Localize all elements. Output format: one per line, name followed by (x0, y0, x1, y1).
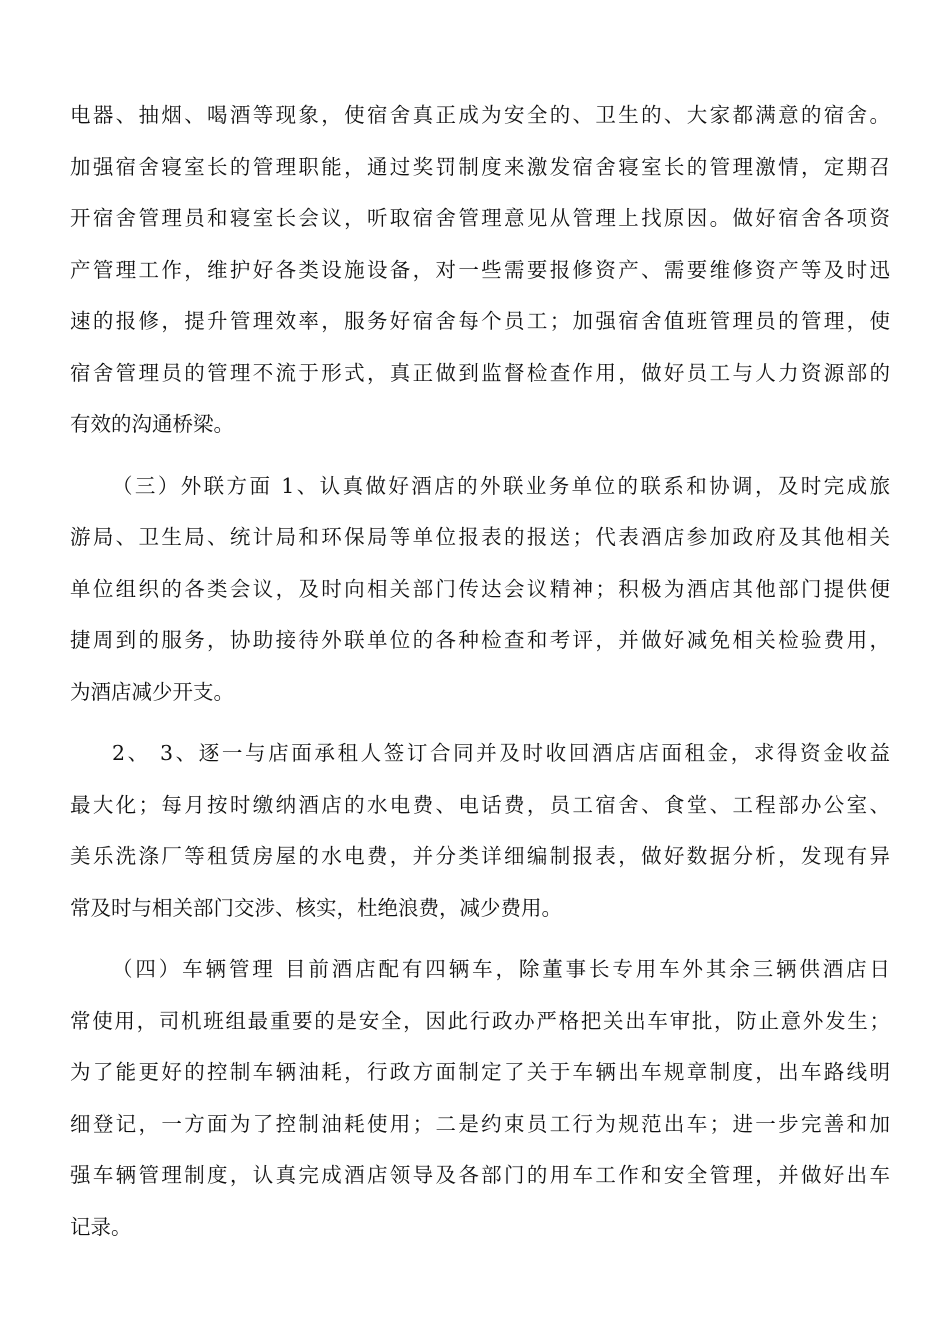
text-line: 美乐洗涤厂等租赁房屋的水电费，并分类详细编制报表，做好数据分析，发现有异 (70, 844, 890, 868)
text-line: 电器、抽烟、喝酒等现象，使宿舍真正成为安全的、卫生的、大家都满意的宿舍。 (70, 103, 890, 127)
text-line: 强车辆管理制度，认真完成酒店领导及各部门的用车工作和安全管理，并做好出车 (70, 1163, 890, 1187)
text-line: 记录。 (70, 1214, 132, 1239)
text-line: 常使用，司机班组最重要的是安全，因此行政办严格把关出车审批，防止意外发生； (70, 1008, 890, 1033)
text-line: 2、 3、逐一与店面承租人签订合同并及时收回酒店店面租金，求得资金收益 (112, 741, 890, 765)
text-line: 速的报修，提升管理效率，服务好宿舍每个员工；加强宿舍值班管理员的管理，使 (70, 309, 890, 333)
text-line: （四）车辆管理 目前酒店配有四辆车，除董事长专用车外其余三辆供酒店日 (112, 957, 890, 981)
document-page (70, 90, 890, 1263)
text-line: 加强宿舍寝室长的管理职能，通过奖罚制度来激发宿舍寝室长的管理激情，定期召 (70, 154, 890, 179)
paragraph-external-relations (70, 461, 890, 719)
text-line: 为酒店减少开支。 (70, 679, 234, 704)
paragraph-dormitory-management (70, 90, 890, 451)
text-line: 宿舍管理员的管理不流于形式，真正做到监督检查作用，做好员工与人力资源部的 (70, 360, 890, 385)
text-line: 单位组织的各类会议，及时向相关部门传达会议精神；积极为酒店其他部门提供便 (70, 576, 890, 601)
text-line: 常及时与相关部门交涉、核实，杜绝浪费，减少费用。 (70, 895, 562, 920)
text-line: （三）外联方面 1、认真做好酒店的外联业务单位的联系和协调，及时完成旅 (112, 473, 890, 498)
text-line: 细登记，一方面为了控制油耗使用；二是约束员工行为规范出车；进一步完善和加 (70, 1111, 890, 1136)
paragraph-vehicle-management (70, 944, 890, 1253)
paragraph-lease-and-utilities (70, 728, 890, 934)
text-line: 游局、卫生局、统计局和环保局等单位报表的报送；代表酒店参加政府及其他相关 (70, 525, 890, 549)
text-line: 产管理工作，维护好各类设施设备，对一些需要报修资产、需要维修资产等及时迅 (70, 257, 890, 282)
text-line: 最大化；每月按时缴纳酒店的水电费、电话费，员工宿舍、食堂、工程部办公室、 (70, 792, 890, 817)
text-line: 捷周到的服务，协助接待外联单位的各种检查和考评，并做好减免相关检验费用， (70, 628, 890, 652)
text-line: 开宿舍管理员和寝室长会议，听取宿舍管理意见从管理上找原因。做好宿舍各项资 (70, 206, 890, 230)
text-line: 为了能更好的控制车辆油耗，行政方面制定了关于车辆出车规章制度，出车路线明 (70, 1060, 890, 1084)
text-line: 有效的沟通桥梁。 (70, 412, 234, 436)
